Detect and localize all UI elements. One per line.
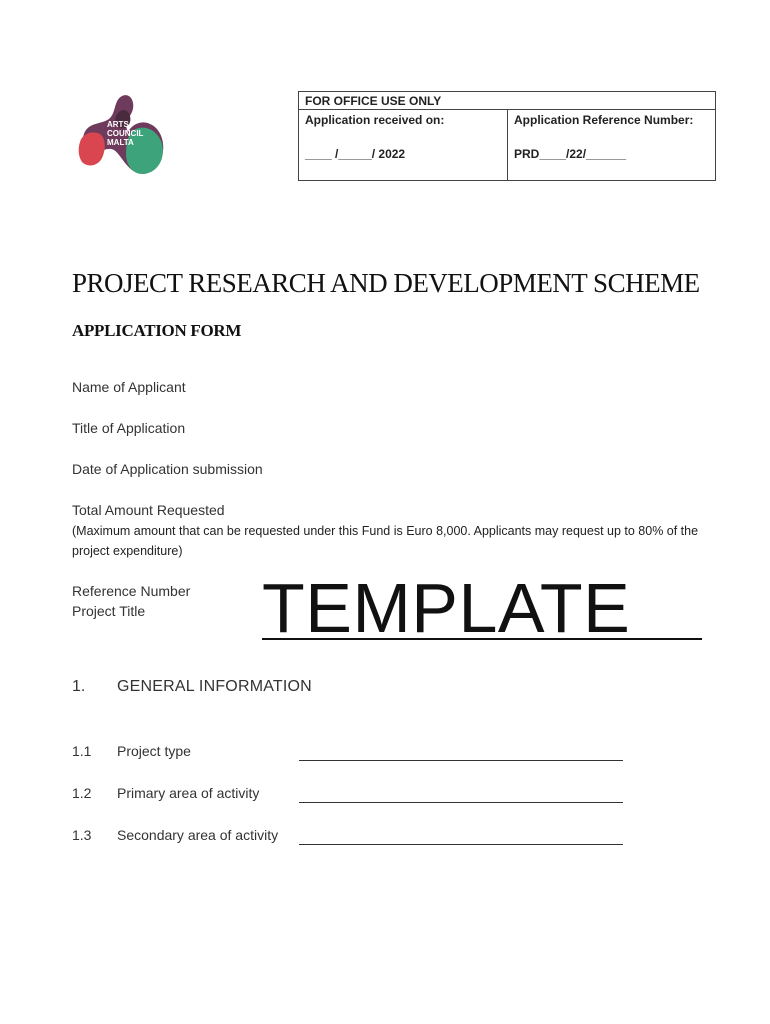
row-number: 1.3: [72, 827, 92, 843]
page-title: PROJECT RESEARCH AND DEVELOPMENT SCHEME: [72, 268, 700, 298]
amount-note: (Maximum amount that can be requested under this Fund is Euro 8,000. Applicants may request up to 80% of the project expenditure): [72, 524, 699, 558]
field-reference-number: Reference Number: [72, 583, 191, 599]
arts-council-malta-logo: [76, 94, 168, 178]
logo-text-malta: MALTA: [107, 138, 134, 147]
reference-label: Application Reference Number:: [514, 113, 694, 127]
template-watermark: TEMPLATE: [262, 569, 631, 647]
reference-value: PRD____/22/______: [514, 147, 627, 161]
row-blank-line[interactable]: [299, 844, 623, 845]
logo-text-arts: ARTS: [107, 120, 129, 129]
field-project-title: Project Title: [72, 603, 146, 619]
template-underline: [262, 638, 702, 640]
row-label-project-type: Project type: [117, 743, 191, 759]
row-blank-line[interactable]: [299, 760, 623, 761]
field-total-amount: Total Amount Requested: [72, 502, 225, 518]
field-title-of-application: Title of Application: [72, 420, 186, 436]
row-label-primary-area: Primary area of activity: [117, 785, 260, 801]
logo-mark: [76, 94, 168, 178]
field-date-of-submission: Date of Application submission: [72, 461, 263, 477]
row-number: 1.2: [72, 785, 92, 801]
page-subtitle: APPLICATION FORM: [72, 321, 242, 340]
row-blank-line[interactable]: [299, 802, 623, 803]
received-label: Application received on:: [305, 113, 445, 127]
office-use-title: FOR OFFICE USE ONLY: [305, 94, 442, 108]
field-name-of-applicant: Name of Applicant: [72, 379, 186, 395]
section-title: GENERAL INFORMATION: [117, 678, 312, 695]
section-number: 1.: [72, 678, 86, 695]
office-use-box: [298, 91, 716, 181]
row-label-secondary-area: Secondary area of activity: [117, 827, 279, 843]
received-value: ____ /_____/ 2022: [305, 147, 406, 161]
row-number: 1.1: [72, 743, 92, 759]
office-box-column-divider: [507, 109, 508, 180]
logo-text-council: COUNCIL: [107, 129, 144, 138]
